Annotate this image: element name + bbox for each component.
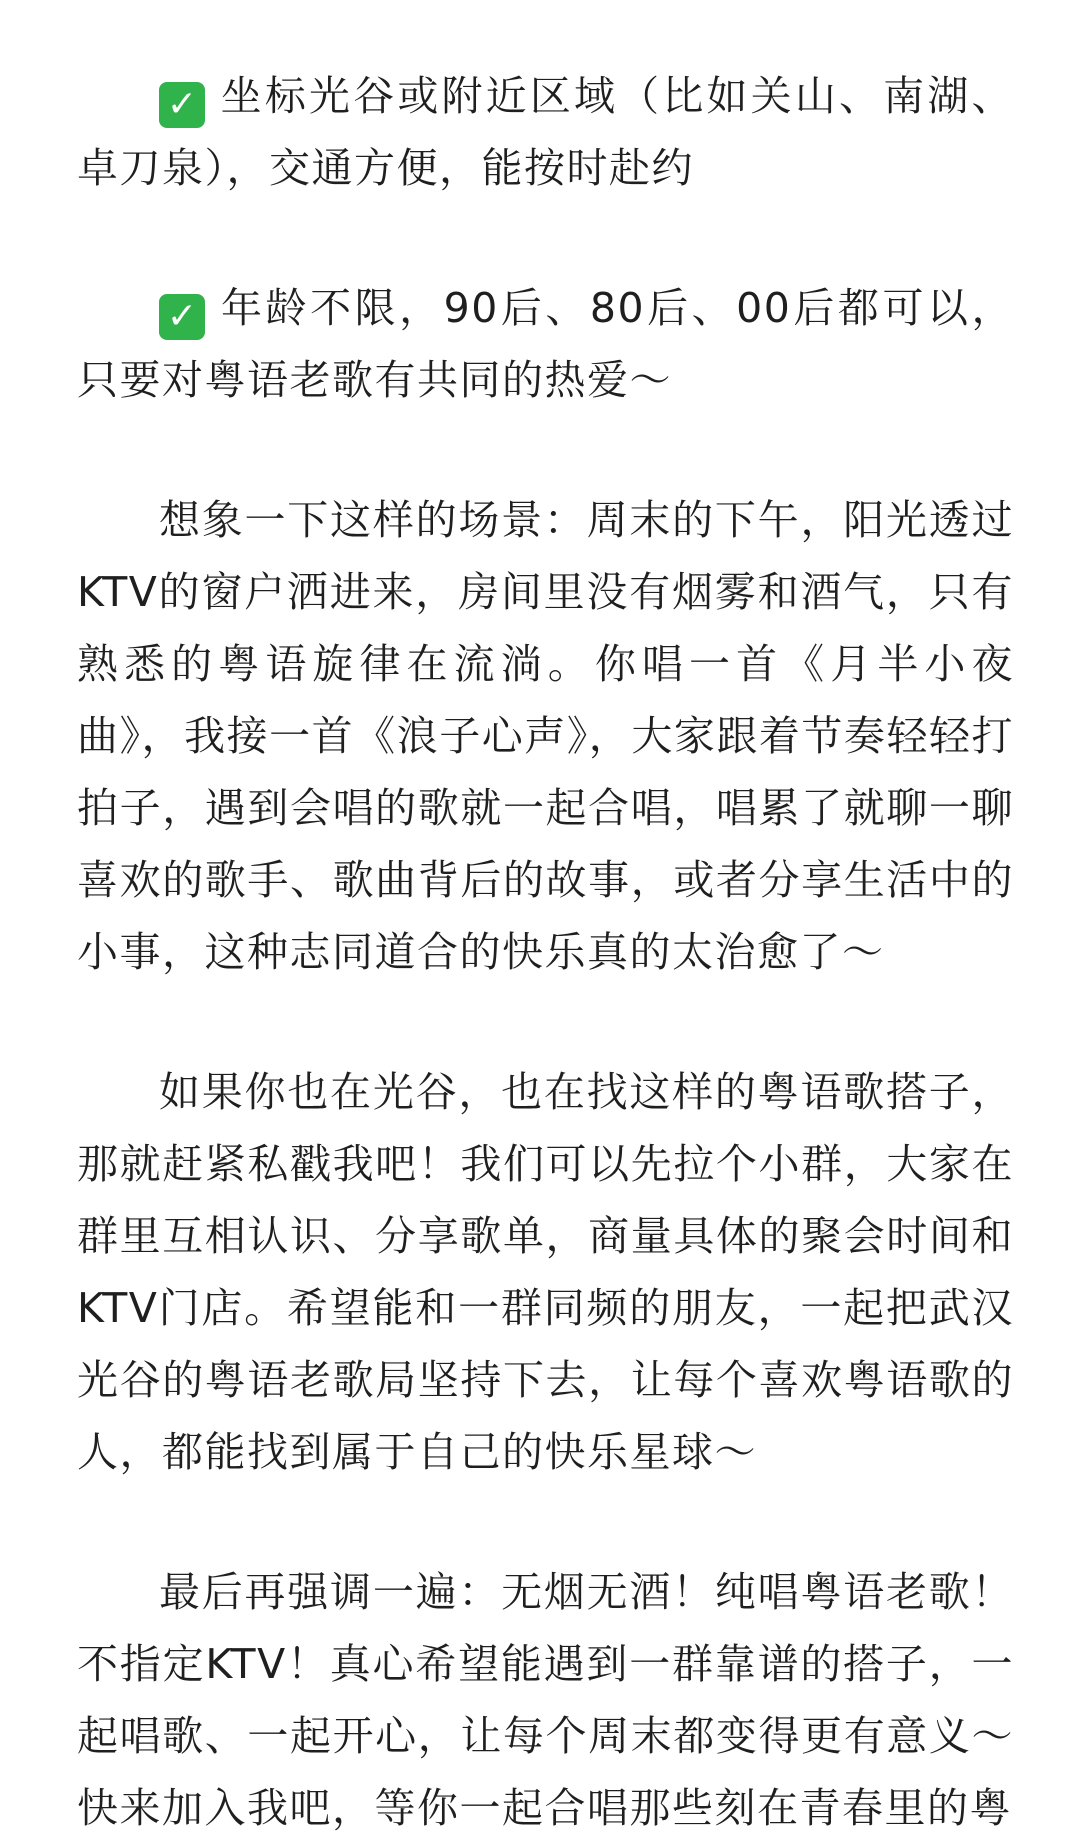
requirement-location-text: 坐标光谷或附近区域（比如关山、南湖、卓刀泉），交通方便，能按时赴约	[77, 72, 1014, 192]
invitation-paragraph: 如果你也在光谷，也在找这样的粤语歌搭子，那就赶紧私戳我吧！我们可以先拉个小群，大家在群里互相认识、分享歌单，商量具体的聚会时间和KTV门店。希望能和一群同频的朋友，一起把武汉光谷的粤语老歌局坚持下去，让每个喜欢粤语歌的人，都能找到属于自己的快乐星球～	[77, 1068, 1014, 1476]
white-check-mark-icon: ✓	[159, 82, 205, 128]
white-check-mark-icon: ✓	[159, 294, 205, 340]
requirement-location	[77, 60, 1014, 204]
requirement-age-text: 年龄不限，90后、80后、00后都可以，只要对粤语老歌有共同的热爱～	[77, 284, 1014, 404]
requirement-age	[77, 272, 1014, 416]
scene-paragraph: 想象一下这样的场景：周末的下午，阳光透过KTV的窗户洒进来，房间里没有烟雾和酒气，只有熟悉的粤语旋律在流淌。你唱一首《月半小夜曲》，我接一首《浪子心声》，大家跟着节奏轻轻打拍子，遇到会唱的歌就一起合唱，唱累了就聊一聊喜欢的歌手、歌曲背后的故事，或者分享生活中的小事，这种志同道合的快乐真的太治愈了～	[77, 496, 1014, 976]
closing-paragraph: 最后再强调一遍：无烟无酒！纯唱粤语老歌！不指定KTV！真心希望能遇到一群靠谱的搭子，一起唱歌、一起开心，让每个周末都变得更有意义～快来加入我吧，等你一起合唱那些刻在青春里的粤	[77, 1568, 1014, 1832]
